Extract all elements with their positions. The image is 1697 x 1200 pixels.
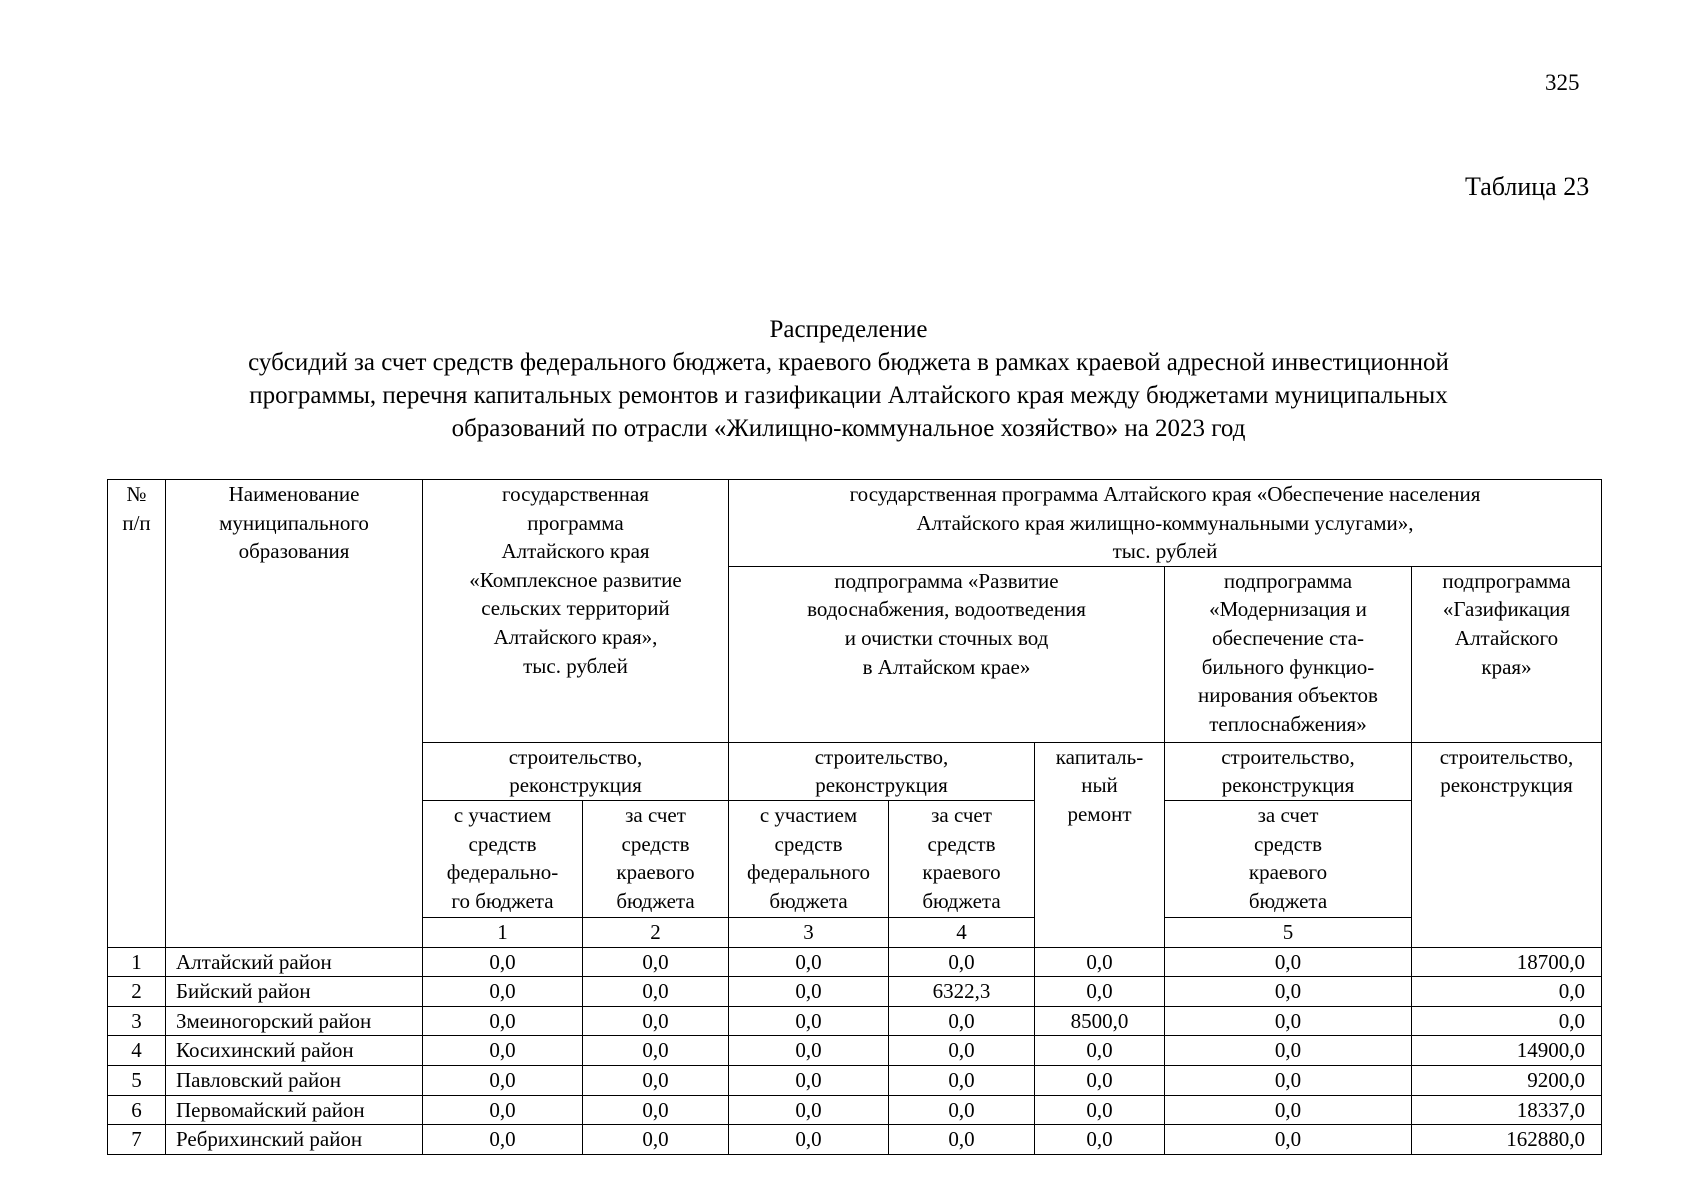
title-line: Распределение bbox=[769, 316, 928, 343]
row-number: 7 bbox=[108, 1125, 166, 1155]
value-col-6: 0,0 bbox=[889, 1006, 1035, 1036]
value-col-7: 0,0 bbox=[1035, 1125, 1165, 1155]
header-line: государственная программа Алтайского края «Обеспечение населения bbox=[849, 482, 1481, 506]
header-fed-participation-rural bbox=[423, 800, 583, 917]
value-col-9: 18337,0 bbox=[1412, 1095, 1602, 1125]
header-line: обеспечение ста- bbox=[1211, 625, 1365, 650]
header-construction-text bbox=[426, 743, 725, 800]
value-col-7: 0,0 bbox=[1035, 1065, 1165, 1095]
header-fed-participation-text bbox=[732, 801, 885, 915]
header-line: тыс. рублей bbox=[1112, 539, 1218, 564]
header-line: Наименование bbox=[228, 482, 360, 506]
header-line: сельских территорий bbox=[481, 596, 670, 621]
header-line: теплоснабжения» bbox=[1209, 711, 1367, 736]
row-number: 3 bbox=[108, 1006, 166, 1036]
header-num bbox=[108, 480, 166, 948]
header-line: с участием bbox=[759, 802, 858, 827]
value-col-6: 0,0 bbox=[889, 1125, 1035, 1155]
value-col-9: 18700,0 bbox=[1412, 947, 1602, 977]
header-line: за счет bbox=[931, 802, 992, 827]
header-fed-participation-water bbox=[729, 800, 889, 917]
value-col-3: 0,0 bbox=[423, 947, 583, 977]
value-col-3: 0,0 bbox=[423, 977, 583, 1007]
table-row bbox=[108, 1036, 1602, 1066]
value-col-8: 0,0 bbox=[1165, 1065, 1412, 1095]
header-line: федерально- bbox=[446, 860, 559, 885]
document-title bbox=[130, 313, 1567, 445]
value-col-4: 0,0 bbox=[583, 1036, 729, 1066]
value-col-9: 0,0 bbox=[1412, 1006, 1602, 1036]
value-col-7: 0,0 bbox=[1035, 947, 1165, 977]
header-sub-water-text bbox=[732, 567, 1161, 681]
header-line: образования bbox=[238, 539, 350, 564]
header-construction-text bbox=[1168, 743, 1408, 800]
header-line: реконструкция bbox=[1440, 773, 1573, 798]
value-col-5: 0,0 bbox=[729, 1095, 889, 1125]
value-col-9: 0,0 bbox=[1412, 977, 1602, 1007]
municipality-name: Ребрихинский район bbox=[166, 1125, 423, 1155]
header-line: бюджета bbox=[769, 888, 848, 913]
header-capital-repair bbox=[1035, 742, 1165, 947]
header-line: муниципального bbox=[219, 510, 369, 535]
header-line: средств bbox=[774, 831, 843, 856]
header-regional-budget-heat bbox=[1165, 800, 1412, 917]
municipality-name: Косихинский район bbox=[166, 1036, 423, 1066]
header-sub-heat-text bbox=[1168, 567, 1408, 739]
value-col-5: 0,0 bbox=[729, 1125, 889, 1155]
header-regional-budget-water bbox=[889, 800, 1035, 917]
value-col-3: 0,0 bbox=[423, 1006, 583, 1036]
header-sub-gas bbox=[1412, 566, 1602, 742]
header-capital-repair-text bbox=[1038, 743, 1161, 829]
value-col-9: 162880,0 bbox=[1412, 1125, 1602, 1155]
value-col-4: 0,0 bbox=[583, 1006, 729, 1036]
header-sub-water bbox=[729, 566, 1165, 742]
header-line: ремонт bbox=[1067, 801, 1132, 826]
header-sub-heat bbox=[1165, 566, 1412, 742]
value-col-7: 0,0 bbox=[1035, 977, 1165, 1007]
header-line: реконструкция bbox=[815, 773, 948, 798]
value-col-7: 0,0 bbox=[1035, 1095, 1165, 1125]
value-col-6: 0,0 bbox=[889, 1036, 1035, 1066]
header-construction-text bbox=[1415, 743, 1598, 800]
header-line: подпрограмма «Развитие bbox=[834, 568, 1059, 593]
header-line: средств bbox=[1254, 831, 1322, 856]
header-sub-gas-text bbox=[1415, 567, 1598, 681]
header-num-text bbox=[111, 480, 162, 537]
header-line: федерального bbox=[746, 860, 871, 885]
header-line: бюджета bbox=[1248, 888, 1328, 913]
header-name bbox=[166, 480, 423, 948]
value-col-5: 0,0 bbox=[729, 1065, 889, 1095]
header-line: Алтайского края bbox=[501, 539, 650, 564]
header-line: подпрограмма bbox=[1442, 568, 1571, 593]
value-col-3: 0,0 bbox=[423, 1125, 583, 1155]
header-line: за счет bbox=[625, 802, 686, 827]
header-line: Алтайского края», bbox=[493, 624, 658, 649]
column-number: 3 bbox=[729, 917, 889, 947]
row-number: 2 bbox=[108, 977, 166, 1007]
title-line: образований по отрасли «Жилищно-коммунальное хозяйство» на 2023 год bbox=[451, 415, 1246, 442]
header-line: за счет bbox=[1257, 802, 1319, 827]
value-col-8: 0,0 bbox=[1165, 1125, 1412, 1155]
header-line: средств bbox=[621, 831, 690, 856]
header-line: подпрограмма bbox=[1223, 568, 1353, 593]
header-program-housing-text bbox=[732, 480, 1598, 566]
municipality-name: Змеиногорский район bbox=[166, 1006, 423, 1036]
header-regional-budget-text bbox=[586, 801, 725, 915]
header-line: края» bbox=[1481, 654, 1532, 679]
value-col-8: 0,0 bbox=[1165, 1095, 1412, 1125]
header-line: № bbox=[126, 482, 147, 506]
value-col-6: 0,0 bbox=[889, 1095, 1035, 1125]
header-line: Алтайского bbox=[1454, 625, 1559, 650]
header-line: средств bbox=[927, 831, 996, 856]
header-line: строительство, bbox=[814, 744, 949, 769]
header-construction-heat bbox=[1165, 742, 1412, 800]
header-name-text bbox=[169, 480, 419, 566]
value-col-9: 14900,0 bbox=[1412, 1036, 1602, 1066]
column-number: 2 bbox=[583, 917, 729, 947]
value-col-8: 0,0 bbox=[1165, 977, 1412, 1007]
value-col-3: 0,0 bbox=[423, 1095, 583, 1125]
value-col-8: 0,0 bbox=[1165, 1006, 1412, 1036]
page-number: 325 bbox=[1545, 70, 1580, 95]
value-col-4: 0,0 bbox=[583, 1065, 729, 1095]
header-line: капиталь- bbox=[1055, 744, 1144, 769]
value-col-9: 9200,0 bbox=[1412, 1065, 1602, 1095]
value-col-6: 6322,3 bbox=[889, 977, 1035, 1007]
header-line: водоснабжения, водоотведения bbox=[807, 597, 1086, 622]
value-col-4: 0,0 bbox=[583, 1125, 729, 1155]
value-col-7: 0,0 bbox=[1035, 1036, 1165, 1066]
table-row bbox=[108, 977, 1602, 1007]
header-regional-budget-text bbox=[1168, 801, 1408, 915]
header-line: краевого bbox=[922, 860, 1001, 885]
header-construction-water bbox=[729, 742, 1035, 800]
value-col-4: 0,0 bbox=[583, 947, 729, 977]
header-regional-budget-text bbox=[892, 801, 1031, 915]
row-number: 1 bbox=[108, 947, 166, 977]
header-construction-text bbox=[732, 743, 1031, 800]
value-col-3: 0,0 bbox=[423, 1065, 583, 1095]
header-program-housing bbox=[729, 480, 1602, 567]
header-line: программа bbox=[527, 510, 624, 535]
header-regional-budget-rural bbox=[583, 800, 729, 917]
header-line: реконструкция bbox=[509, 773, 642, 798]
value-col-4: 0,0 bbox=[583, 977, 729, 1007]
header-fed-participation-text bbox=[426, 801, 579, 915]
table-row bbox=[108, 1095, 1602, 1125]
table-label: Таблица 23 bbox=[1465, 172, 1590, 201]
title-line: программы, перечня капитальных ремонтов и газификации Алтайского края между бюджетами муниципальных bbox=[249, 382, 1448, 409]
column-number: 4 bbox=[889, 917, 1035, 947]
header-program-rural-text bbox=[426, 480, 725, 680]
row-number: 5 bbox=[108, 1065, 166, 1095]
header-line: в Алтайском крае» bbox=[862, 654, 1031, 679]
municipality-name: Бийский район bbox=[166, 977, 423, 1007]
value-col-7: 8500,0 bbox=[1035, 1006, 1165, 1036]
header-line: го бюджета bbox=[451, 888, 554, 913]
header-line: и очистки сточных вод bbox=[844, 625, 1049, 650]
value-col-8: 0,0 bbox=[1165, 947, 1412, 977]
header-line: бюджета bbox=[922, 888, 1001, 913]
header-construction-rural bbox=[423, 742, 729, 800]
header-line: средств bbox=[468, 831, 537, 856]
title-line: субсидий за счет средств федерального бюджета, краевого бюджета в рамках краевой адресной инвестиционной bbox=[248, 349, 1449, 376]
header-line: тыс. рублей bbox=[523, 653, 628, 678]
municipality-name: Алтайский район bbox=[166, 947, 423, 977]
header-line: Алтайского края жилищно-коммунальными услугами», bbox=[916, 510, 1414, 535]
header-line: бильного функцио- bbox=[1201, 654, 1375, 679]
table-row bbox=[108, 1006, 1602, 1036]
table-row bbox=[108, 1125, 1602, 1155]
header-line: «Модернизация и bbox=[1209, 597, 1367, 622]
subsidy-table bbox=[107, 479, 1602, 1155]
value-col-8: 0,0 bbox=[1165, 1036, 1412, 1066]
column-number: 5 bbox=[1165, 917, 1412, 947]
value-col-5: 0,0 bbox=[729, 977, 889, 1007]
value-col-6: 0,0 bbox=[889, 947, 1035, 977]
table-row bbox=[108, 1065, 1602, 1095]
value-col-5: 0,0 bbox=[729, 1036, 889, 1066]
table-body bbox=[108, 947, 1602, 1154]
header-line: нирования объектов bbox=[1198, 683, 1378, 708]
row-number: 4 bbox=[108, 1036, 166, 1066]
header-line: реконструкция bbox=[1221, 773, 1355, 798]
header-line: ный bbox=[1081, 773, 1118, 798]
header-construction-gas bbox=[1412, 742, 1602, 947]
table-row bbox=[108, 947, 1602, 977]
value-col-4: 0,0 bbox=[583, 1095, 729, 1125]
value-col-5: 0,0 bbox=[729, 947, 889, 977]
municipality-name: Первомайский район bbox=[166, 1095, 423, 1125]
row-number: 6 bbox=[108, 1095, 166, 1125]
header-line: с участием bbox=[453, 802, 552, 827]
header-line: п/п bbox=[122, 510, 151, 535]
header-line: строительство, bbox=[1439, 744, 1574, 769]
header-line: государственная bbox=[502, 482, 649, 506]
value-col-5: 0,0 bbox=[729, 1006, 889, 1036]
header-line: краевого bbox=[1248, 860, 1328, 885]
header-line: строительство, bbox=[1221, 744, 1355, 769]
header-line: краевого bbox=[616, 860, 695, 885]
header-program-rural bbox=[423, 480, 729, 743]
header-line: «Газификация bbox=[1442, 597, 1571, 622]
header-line: строительство, bbox=[508, 744, 643, 769]
column-number: 1 bbox=[423, 917, 583, 947]
value-col-6: 0,0 bbox=[889, 1065, 1035, 1095]
header-line: «Комплексное развитие bbox=[469, 567, 682, 592]
header-line: бюджета bbox=[616, 888, 695, 913]
value-col-3: 0,0 bbox=[423, 1036, 583, 1066]
municipality-name: Павловский район bbox=[166, 1065, 423, 1095]
